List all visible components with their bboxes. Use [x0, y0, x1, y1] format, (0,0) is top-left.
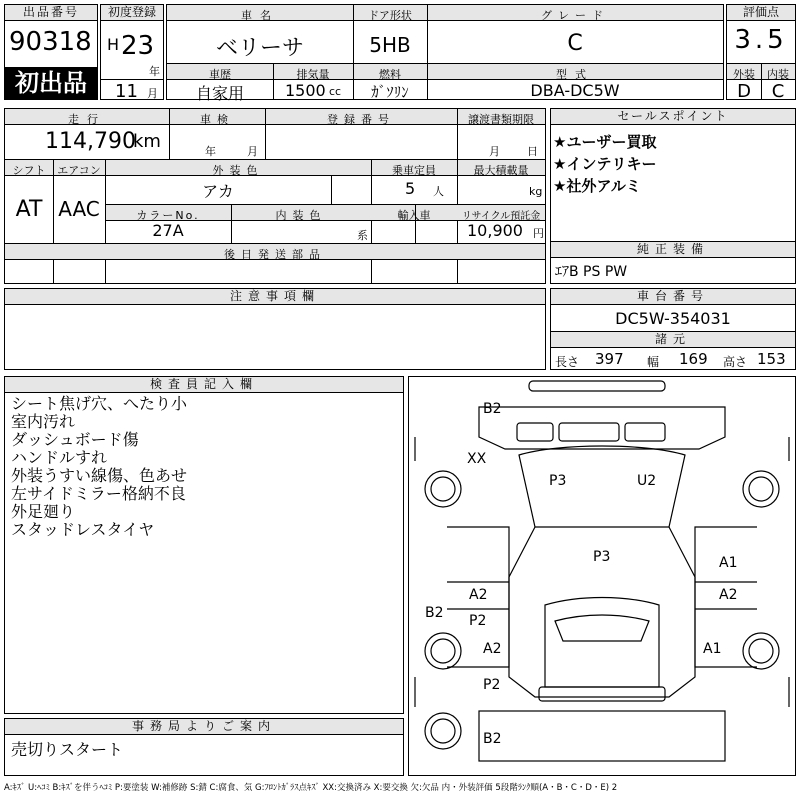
mark-b2-front: B2: [483, 401, 502, 417]
registration-label: 初度登録: [101, 5, 163, 21]
wheel-front-left: [425, 471, 461, 507]
car-damage-diagram: [409, 377, 795, 775]
displacement-value: 1500: [285, 81, 326, 100]
displacement-label: 排気量: [296, 68, 330, 81]
max-load-unit: kg: [529, 185, 543, 198]
chassis-box: [550, 288, 796, 370]
capacity-unit: 人: [433, 185, 444, 198]
rating-box: [726, 4, 796, 100]
chassis-value: DC5W-354031: [615, 309, 731, 328]
rear-plate: [479, 711, 725, 761]
inspector-line: 外装うすい線傷、色あせ: [11, 466, 188, 485]
office-label: 事務局よりご案内: [5, 719, 403, 735]
fuel-label: 燃料: [379, 68, 401, 81]
mark-p2-rear: P2: [483, 677, 501, 693]
first-listing-badge: 初出品: [5, 67, 97, 99]
ext-color-value: アカ: [202, 182, 234, 201]
sales-points-label: セールスポイント: [551, 109, 795, 125]
transfer-day-unit: 日: [527, 145, 538, 158]
inspector-line: スタッドレスタイヤ: [11, 520, 155, 539]
exterior-label: 外装: [733, 68, 755, 81]
cabin-outline: [519, 446, 685, 527]
fuel-value: ｶﾞｿﾘﾝ: [371, 83, 409, 101]
grille-right: [625, 423, 665, 441]
recycle-unit: 円: [533, 227, 544, 240]
mark-a2-rear-left: A2: [483, 641, 502, 657]
inspector-line: 左サイドミラー格納不良: [11, 484, 186, 503]
length-value: 397: [595, 350, 624, 368]
capacity-label: 乗車定員: [392, 164, 436, 177]
import-label: 輸入車: [397, 209, 431, 222]
inspector-line: シート焦げ穴、へたり小: [11, 394, 188, 413]
mileage-unit: km: [133, 131, 161, 152]
color-no-value: 27A: [152, 221, 184, 240]
legend-text: A:ｷｽﾞ U:ﾍｺﾐ B:ｷｽﾞを伴うﾍｺﾐ P:要塗装 W:補修跡 S:錆 C:腐食、気 G:ﾌﾛﾝﾄｶﾞﾗｽ点ｷｽﾞ XX:交換済み X:要交換 欠:欠品 内・外装評価 5段階ﾗﾝｸ順(A・B・C・D・E) 2: [4, 783, 618, 793]
mark-p3-cabin: P3: [549, 473, 567, 489]
shift-value: AT: [15, 197, 43, 222]
sales-point-1: ★ユーザー買取: [553, 133, 657, 151]
inspector-line: ダッシュボード傷: [11, 430, 139, 449]
mileage-value: 114,790: [45, 129, 136, 154]
chassis-label: 車台番号: [551, 289, 795, 305]
info-box: [166, 4, 724, 103]
car-name-value: ベリーサ: [215, 36, 304, 61]
lot-number: 90318: [9, 27, 92, 57]
rear-window: [555, 615, 649, 641]
lot-box: [4, 4, 98, 100]
car-name-label: 車名: [241, 9, 279, 22]
int-color-label: 内装色: [275, 209, 327, 222]
recycle-value: 10,900: [467, 221, 523, 240]
dims-label: 諸元: [551, 332, 795, 348]
height-value: 153: [757, 350, 786, 368]
interior-label: 内装: [767, 68, 789, 81]
inspection-month-unit: 月: [247, 145, 258, 158]
diagram-box: [408, 376, 796, 776]
aircon-value: AAC: [58, 197, 100, 221]
front-bumper: [529, 381, 665, 391]
door-value: 5HB: [369, 33, 411, 57]
registration-month-unit: 月: [147, 87, 158, 100]
equipment-value: ｴｱB PS PW: [555, 264, 628, 280]
shift-label: シフト: [12, 164, 46, 177]
notes-label: 注意事項欄: [5, 289, 545, 305]
registration-box: [100, 4, 164, 100]
mark-a1-right: A1: [719, 555, 738, 571]
model-value: DBA-DC5W: [530, 81, 620, 100]
inspection-label: 車検: [200, 113, 234, 126]
aircon-label: エアコン: [57, 164, 101, 177]
rating-label: 評価点: [727, 5, 795, 21]
length-label: 長さ: [555, 355, 580, 369]
registration-month: 11: [115, 81, 138, 102]
registration-year: 23: [121, 31, 155, 61]
mark-a2-right: A2: [719, 587, 738, 603]
inspector-label: 検査員記入欄: [5, 377, 403, 393]
int-color-unit: 系: [357, 229, 368, 242]
rear-outline: [545, 598, 659, 688]
history-value: 自家用: [195, 84, 244, 103]
notes-box: [4, 288, 546, 370]
later-parts-label: 後日発送部品: [224, 248, 326, 261]
capacity-value: 5: [405, 179, 416, 198]
equipment-label: 純正装備: [551, 242, 795, 258]
mark-xx: XX: [467, 451, 487, 467]
history-label: 車歴: [209, 68, 231, 81]
rear-bumper: [539, 687, 665, 701]
inspector-box: [4, 376, 404, 714]
sales-point-2: ★インテリキー: [553, 155, 657, 173]
mark-b2-left: B2: [425, 605, 444, 621]
grille-left: [517, 423, 553, 441]
registration-era: H: [107, 35, 120, 54]
height-label: 高さ: [723, 355, 748, 369]
grade-label: グレード: [541, 9, 609, 22]
rating-score: 3.5: [734, 25, 788, 55]
inspector-line: ハンドルすれ: [11, 448, 108, 467]
mark-a2-left: A2: [469, 587, 488, 603]
recycle-label: リサイクル預託金: [461, 211, 541, 222]
inspection-year-unit: 年: [205, 145, 216, 158]
transfer-month-unit: 月: [489, 145, 500, 158]
width-label: 幅: [647, 355, 660, 369]
plate-label: 登録番号: [327, 113, 395, 126]
grille-center: [559, 423, 619, 441]
color-no-label: カラーNo.: [136, 209, 200, 222]
sales-box: [550, 108, 796, 284]
transfer-label: 譲渡書類期限: [468, 113, 534, 126]
mark-p2-left: P2: [469, 613, 487, 629]
sales-point-3: ★社外アルミ: [553, 177, 641, 195]
grade-value: C: [567, 31, 583, 56]
office-box: [4, 718, 404, 776]
inspector-line: 外足廻り: [11, 502, 76, 521]
ext-color-label: 外装色: [212, 164, 264, 177]
mark-a1-rear-right: A1: [703, 641, 722, 657]
exterior-grade: D: [737, 81, 751, 102]
max-load-label: 最大積載量: [473, 164, 529, 177]
mark-u2: U2: [637, 473, 657, 489]
displacement-unit: cc: [329, 85, 342, 98]
width-value: 169: [679, 350, 708, 368]
inspector-line: 室内汚れ: [11, 412, 76, 431]
mark-b2-rear: B2: [483, 731, 502, 747]
interior-grade: C: [771, 81, 785, 102]
door-label: ドア形状: [368, 9, 412, 22]
model-label: 型式: [556, 68, 594, 81]
registration-year-unit: 年: [149, 65, 160, 78]
inspector-notes: [11, 395, 187, 539]
mileage-label: 走行: [68, 113, 106, 126]
car-front-outline: [479, 407, 725, 449]
mark-p3-roof: P3: [593, 549, 611, 565]
lot-label: 出品番号: [5, 5, 97, 21]
office-text: 売切りスタート: [11, 740, 124, 759]
details-box: [4, 108, 546, 284]
